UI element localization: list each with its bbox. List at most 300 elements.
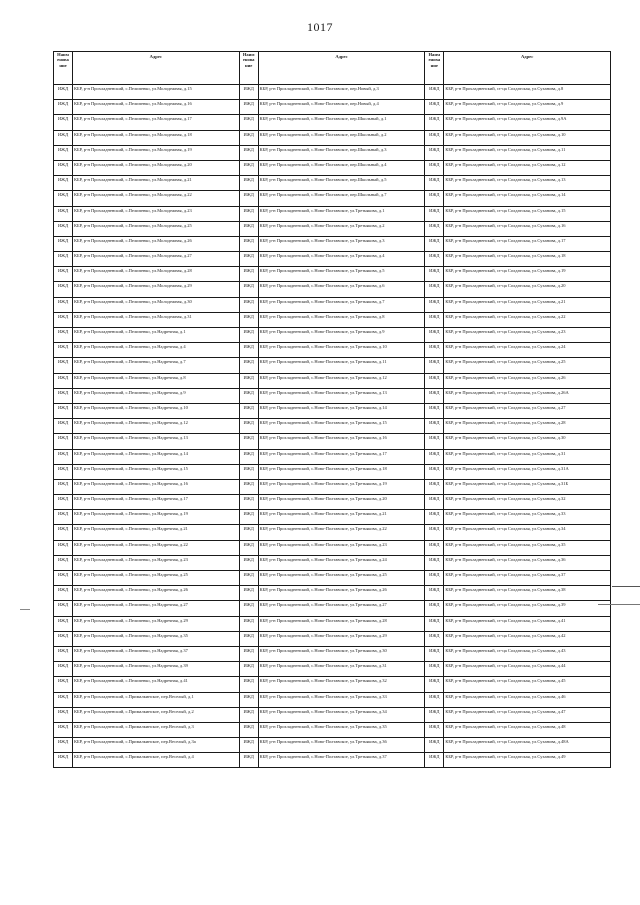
address-cell: КБР, р-н Прохладненский, с.Ново-Полтавское, ул.Третьякова, д.18 — [258, 464, 425, 479]
object-type-cell: ИЖД — [425, 692, 444, 707]
object-type-cell: ИЖД — [425, 236, 444, 251]
object-type-cell: ИЖД — [239, 555, 258, 570]
address-cell: КБР, р-н Прохладненский, ст-ца Солдатская, ул.Суханова, д.43 — [444, 646, 611, 661]
address-cell: КБР, р-н Прохладненский, ст-ца Солдатская, ул.Суханова, д.33 — [444, 510, 611, 525]
object-type-cell: ИЖД — [239, 100, 258, 115]
address-cell: КБР, р-н Прохладненский, с.Прималкинское, пер.Веселый, д.4 — [73, 753, 240, 768]
object-type-cell: ИЖД — [54, 540, 73, 555]
table-row — [54, 631, 611, 646]
address-cell: КБР, р-н Прохладненский, с.Пелипенко, ул.Молодежная, д.30 — [73, 297, 240, 312]
object-type-cell: ИЖД — [239, 388, 258, 403]
object-type-cell: ИЖД — [54, 479, 73, 494]
address-cell: КБР, р-н Прохладненский, с.Ново-Полтавское, пер.Школьный, д.2 — [258, 130, 425, 145]
object-type-cell: ИЖД — [425, 221, 444, 236]
object-type-cell: ИЖД — [239, 586, 258, 601]
object-type-cell: ИЖД — [54, 722, 73, 737]
address-cell: КБР, р-н Прохладненский, ст-ца Солдатская, ул.Суханова, д.25 — [444, 358, 611, 373]
object-type-cell: ИЖД — [239, 267, 258, 282]
address-cell: КБР, р-н Прохладненский, с.Пелипенко, ул.Надречная, д.10 — [73, 403, 240, 418]
scan-mark — [598, 604, 640, 605]
object-type-cell: ИЖД — [54, 495, 73, 510]
table-row — [54, 115, 611, 130]
object-type-cell: ИЖД — [54, 646, 73, 661]
object-type-cell: ИЖД — [239, 358, 258, 373]
address-cell: КБР, р-н Прохладненский, ст-ца Солдатская, ул.Суханова, д.24 — [444, 343, 611, 358]
address-cell: КБР, р-н Прохладненский, ст-ца Солдатская, ул.Суханова, д.26А — [444, 388, 611, 403]
address-cell: КБР, р-н Прохладненский, ст-ца Солдатская, ул.Суханова, д.31А — [444, 464, 611, 479]
object-type-cell: ИЖД — [54, 677, 73, 692]
object-type-cell: ИЖД — [239, 707, 258, 722]
address-cell: КБР, р-н Прохладненский, с.Пелипенко, ул.Надречная, д.9 — [73, 388, 240, 403]
address-cell: КБР, р-н Прохладненский, ст-ца Солдатская, ул.Суханова, д.13 — [444, 176, 611, 191]
object-type-cell: ИЖД — [54, 358, 73, 373]
page-number: 1017 — [307, 20, 333, 34]
address-cell: КБР, р-н Прохладненский, с.Ново-Полтавское, ул.Третьякова, д.6 — [258, 282, 425, 297]
table-row — [54, 358, 611, 373]
object-type-cell: ИЖД — [239, 631, 258, 646]
object-type-cell: ИЖД — [54, 403, 73, 418]
object-type-cell: ИЖД — [425, 571, 444, 586]
address-cell: КБР, р-н Прохладненский, ст-ца Солдатская, ул.Суханова, д.26 — [444, 373, 611, 388]
table-row — [54, 312, 611, 327]
address-cell: КБР, р-н Прохладненский, с.Пелипенко, ул.Молодежная, д.22 — [73, 191, 240, 206]
object-type-cell: ИЖД — [239, 282, 258, 297]
address-cell: КБР, р-н Прохладненский, с.Ново-Полтавское, ул.Третьякова, д.24 — [258, 555, 425, 570]
object-type-cell: ИЖД — [425, 282, 444, 297]
object-type-cell: ИЖД — [239, 252, 258, 267]
object-type-cell: ИЖД — [425, 176, 444, 191]
object-type-cell: ИЖД — [425, 343, 444, 358]
object-type-cell: ИЖД — [425, 373, 444, 388]
address-cell: КБР, р-н Прохладненский, с.Ново-Полтавское, ул.Третьякова, д.36 — [258, 738, 425, 753]
table-row — [54, 267, 611, 282]
scan-mark — [612, 586, 640, 587]
address-cell: КБР, р-н Прохладненский, с.Ново-Полтавское, ул.Третьякова, д.13 — [258, 388, 425, 403]
address-cell: КБР, р-н Прохладненский, с.Ново-Полтавское, ул.Третьякова, д.21 — [258, 510, 425, 525]
address-cell: КБР, р-н Прохладненский, с.Ново-Полтавское, пер.Школьный, д.7 — [258, 191, 425, 206]
address-cell: КБР, р-н Прохладненский, с.Ново-Полтавское, пер.Школьный, д.4 — [258, 160, 425, 175]
address-cell: КБР, р-н Прохладненский, с.Ново-Полтавское, ул.Третьякова, д.32 — [258, 677, 425, 692]
address-cell: КБР, р-н Прохладненский, с.Пелипенко, ул.Надречная, д.15 — [73, 464, 240, 479]
object-type-cell: ИЖД — [239, 206, 258, 221]
address-cell: КБР, р-н Прохладненский, с.Пелипенко, ул.Надречная, д.16 — [73, 479, 240, 494]
address-cell: КБР, р-н Прохладненский, с.Пелипенко, ул.Молодежная, д.28 — [73, 267, 240, 282]
table-row — [54, 160, 611, 175]
address-cell: КБР, р-н Прохладненский, ст-ца Солдатская, ул.Суханова, д.28 — [444, 419, 611, 434]
object-type-cell: ИЖД — [425, 403, 444, 418]
object-type-cell: ИЖД — [239, 191, 258, 206]
object-type-cell: ИЖД — [54, 388, 73, 403]
header-type-2: Наим енова ние — [239, 52, 258, 85]
address-cell: КБР, р-н Прохладненский, с.Пелипенко, ул.Надречная, д.17 — [73, 495, 240, 510]
address-cell: КБР, р-н Прохладненский, ст-ца Солдатская, ул.Суханова, д.8 — [444, 85, 611, 100]
address-cell: КБР, р-н Прохладненский, с.Ново-Полтавское, пер.Новый, д.3 — [258, 85, 425, 100]
object-type-cell: ИЖД — [239, 236, 258, 251]
object-type-cell: ИЖД — [54, 130, 73, 145]
object-type-cell: ИЖД — [54, 449, 73, 464]
object-type-cell: ИЖД — [425, 419, 444, 434]
table-row — [54, 707, 611, 722]
object-type-cell: ИЖД — [425, 722, 444, 737]
table-row — [54, 662, 611, 677]
address-cell: КБР, р-н Прохладненский, с.Ново-Полтавское, ул.Третьякова, д.35 — [258, 722, 425, 737]
address-cell: КБР, р-н Прохладненский, с.Прималкинское, пер.Веселый, д.3а — [73, 738, 240, 753]
scan-mark — [20, 609, 30, 610]
address-cell: КБР, р-н Прохладненский, с.Ново-Полтавское, ул.Третьякова, д.8 — [258, 312, 425, 327]
object-type-cell: ИЖД — [54, 176, 73, 191]
object-type-cell: ИЖД — [425, 388, 444, 403]
address-cell: КБР, р-н Прохладненский, с.Пелипенко, ул.Надречная, д.25 — [73, 571, 240, 586]
address-cell: КБР, р-н Прохладненский, с.Пелипенко, ул.Молодежная, д.25 — [73, 221, 240, 236]
object-type-cell: ИЖД — [54, 464, 73, 479]
table-row — [54, 252, 611, 267]
object-type-cell: ИЖД — [54, 707, 73, 722]
object-type-cell: ИЖД — [425, 753, 444, 768]
table-body — [54, 85, 611, 768]
table-row — [54, 540, 611, 555]
address-cell: КБР, р-н Прохладненский, ст-ца Солдатская, ул.Суханова, д.23 — [444, 328, 611, 343]
object-type-cell: ИЖД — [425, 297, 444, 312]
address-cell: КБР, р-н Прохладненский, ст-ца Солдатская, ул.Суханова, д.22 — [444, 312, 611, 327]
header-address-3: Адрес — [444, 52, 611, 85]
address-cell: КБР, р-н Прохладненский, с.Ново-Полтавское, ул.Третьякова, д.22 — [258, 525, 425, 540]
object-type-cell: ИЖД — [54, 206, 73, 221]
table-row — [54, 419, 611, 434]
object-type-cell: ИЖД — [54, 692, 73, 707]
table-row — [54, 221, 611, 236]
address-cell: КБР, р-н Прохладненский, ст-ца Солдатская, ул.Суханова, д.46 — [444, 692, 611, 707]
address-cell: КБР, р-н Прохладненский, ст-ца Солдатская, ул.Суханова, д.38 — [444, 586, 611, 601]
object-type-cell: ИЖД — [239, 677, 258, 692]
object-type-cell: ИЖД — [425, 252, 444, 267]
address-cell: КБР, р-н Прохладненский, с.Ново-Полтавское, ул.Третьякова, д.10 — [258, 343, 425, 358]
object-type-cell: ИЖД — [54, 236, 73, 251]
address-cell: КБР, р-н Прохладненский, с.Ново-Полтавское, ул.Третьякова, д.30 — [258, 646, 425, 661]
address-cell: КБР, р-н Прохладненский, ст-ца Солдатская, ул.Суханова, д.37 — [444, 571, 611, 586]
address-cell: КБР, р-н Прохладненский, с.Пелипенко, ул.Молодежная, д.19 — [73, 145, 240, 160]
object-type-cell: ИЖД — [425, 646, 444, 661]
object-type-cell: ИЖД — [425, 707, 444, 722]
object-type-cell: ИЖД — [54, 267, 73, 282]
table-row — [54, 176, 611, 191]
address-cell: КБР, р-н Прохладненский, с.Пелипенко, ул.Надречная, д.1 — [73, 328, 240, 343]
address-cell: КБР, р-н Прохладненский, ст-ца Солдатская, ул.Суханова, д.10 — [444, 130, 611, 145]
table-row — [54, 738, 611, 753]
object-type-cell: ИЖД — [425, 267, 444, 282]
table-row — [54, 616, 611, 631]
object-type-cell: ИЖД — [239, 510, 258, 525]
object-type-cell: ИЖД — [239, 616, 258, 631]
address-cell: КБР, р-н Прохладненский, с.Пелипенко, ул.Молодежная, д.17 — [73, 115, 240, 130]
object-type-cell: ИЖД — [425, 540, 444, 555]
address-cell: КБР, р-н Прохладненский, с.Ново-Полтавское, ул.Третьякова, д.11 — [258, 358, 425, 373]
address-cell: КБР, р-н Прохладненский, с.Пелипенко, ул.Надречная, д.27 — [73, 601, 240, 616]
object-type-cell: ИЖД — [425, 495, 444, 510]
address-cell: КБР, р-н Прохладненский, с.Ново-Полтавское, ул.Третьякова, д.3 — [258, 236, 425, 251]
address-cell: КБР, р-н Прохладненский, ст-ца Солдатская, ул.Суханова, д.16 — [444, 221, 611, 236]
object-type-cell: ИЖД — [54, 160, 73, 175]
address-cell: КБР, р-н Прохладненский, с.Ново-Полтавское, ул.Третьякова, д.9 — [258, 328, 425, 343]
table-row — [54, 236, 611, 251]
object-type-cell: ИЖД — [239, 540, 258, 555]
object-type-cell: ИЖД — [54, 434, 73, 449]
address-cell: КБР, р-н Прохладненский, ст-ца Солдатская, ул.Суханова, д.31Б — [444, 479, 611, 494]
address-cell: КБР, р-н Прохладненский, ст-ца Солдатская, ул.Суханова, д.17 — [444, 236, 611, 251]
table-row — [54, 328, 611, 343]
object-type-cell: ИЖД — [239, 328, 258, 343]
header-type-3: Наим енова ние — [425, 52, 444, 85]
object-type-cell: ИЖД — [54, 753, 73, 768]
address-cell: КБР, р-н Прохладненский, с.Ново-Полтавское, ул.Третьякова, д.7 — [258, 297, 425, 312]
object-type-cell: ИЖД — [425, 738, 444, 753]
address-cell: КБР, р-н Прохладненский, ст-ца Солдатская, ул.Суханова, д.12 — [444, 160, 611, 175]
table-row — [54, 373, 611, 388]
table-row — [54, 495, 611, 510]
table-row — [54, 479, 611, 494]
object-type-cell: ИЖД — [54, 343, 73, 358]
table-header-row — [54, 52, 611, 85]
address-cell: КБР, р-н Прохладненский, с.Пелипенко, ул.Надречная, д.14 — [73, 449, 240, 464]
object-type-cell: ИЖД — [54, 282, 73, 297]
object-type-cell: ИЖД — [54, 252, 73, 267]
object-type-cell: ИЖД — [239, 571, 258, 586]
table-row — [54, 692, 611, 707]
address-cell: КБР, р-н Прохладненский, ст-ца Солдатская, ул.Суханова, д.41 — [444, 616, 611, 631]
address-cell: КБР, р-н Прохладненский, с.Пелипенко, ул.Молодежная, д.23 — [73, 206, 240, 221]
address-cell: КБР, р-н Прохладненский, с.Пелипенко, ул.Надречная, д.41 — [73, 677, 240, 692]
object-type-cell: ИЖД — [239, 434, 258, 449]
address-cell: КБР, р-н Прохладненский, ст-ца Солдатская, ул.Суханова, д.9А — [444, 115, 611, 130]
address-cell: КБР, р-н Прохладненский, с.Ново-Полтавское, ул.Третьякова, д.16 — [258, 434, 425, 449]
address-cell: КБР, р-н Прохладненский, ст-ца Солдатская, ул.Суханова, д.32 — [444, 495, 611, 510]
table-row — [54, 100, 611, 115]
object-type-cell: ИЖД — [239, 722, 258, 737]
address-cell: КБР, р-н Прохладненский, с.Пелипенко, ул.Молодежная, д.16 — [73, 100, 240, 115]
object-type-cell: ИЖД — [54, 221, 73, 236]
address-cell: КБР, р-н Прохладненский, с.Ново-Полтавское, пер.Школьный, д.5 — [258, 176, 425, 191]
table-row — [54, 206, 611, 221]
object-type-cell: ИЖД — [239, 373, 258, 388]
object-type-cell: ИЖД — [239, 221, 258, 236]
object-type-cell: ИЖД — [239, 692, 258, 707]
address-cell: КБР, р-н Прохладненский, с.Пелипенко, ул.Надречная, д.13 — [73, 434, 240, 449]
object-type-cell: ИЖД — [239, 145, 258, 160]
address-cell: КБР, р-н Прохладненский, с.Пелипенко, ул.Надречная, д.12 — [73, 419, 240, 434]
address-cell: КБР, р-н Прохладненский, с.Прималкинское, пер.Веселый, д.2 — [73, 707, 240, 722]
object-type-cell: ИЖД — [425, 358, 444, 373]
address-cell: КБР, р-н Прохладненский, ст-ца Солдатская, ул.Суханова, д.49 — [444, 753, 611, 768]
object-type-cell: ИЖД — [239, 403, 258, 418]
address-cell: КБР, р-н Прохладненский, с.Пелипенко, ул.Молодежная, д.21 — [73, 176, 240, 191]
address-cell: КБР, р-н Прохладненский, ст-ца Солдатская, ул.Суханова, д.19 — [444, 267, 611, 282]
object-type-cell: ИЖД — [239, 495, 258, 510]
object-type-cell: ИЖД — [54, 738, 73, 753]
address-cell: КБР, р-н Прохладненский, с.Ново-Полтавское, ул.Третьякова, д.1 — [258, 206, 425, 221]
table-row — [54, 722, 611, 737]
address-cell: КБР, р-н Прохладненский, с.Ново-Полтавское, пер.Школьный, д.1 — [258, 115, 425, 130]
address-cell: КБР, р-н Прохладненский, ст-ца Солдатская, ул.Суханова, д.39 — [444, 601, 611, 616]
address-cell: КБР, р-н Прохладненский, с.Ново-Полтавское, ул.Третьякова, д.19 — [258, 479, 425, 494]
table-row — [54, 191, 611, 206]
table-row — [54, 525, 611, 540]
table-row — [54, 677, 611, 692]
object-type-cell: ИЖД — [425, 479, 444, 494]
object-type-cell: ИЖД — [54, 631, 73, 646]
object-type-cell: ИЖД — [425, 85, 444, 100]
address-cell: КБР, р-н Прохладненский, с.Ново-Полтавское, ул.Третьякова, д.5 — [258, 267, 425, 282]
table-row — [54, 646, 611, 661]
object-type-cell: ИЖД — [239, 449, 258, 464]
object-type-cell: ИЖД — [425, 145, 444, 160]
address-cell: КБР, р-н Прохладненский, ст-ца Солдатская, ул.Суханова, д.27 — [444, 403, 611, 418]
table-row — [54, 753, 611, 768]
object-type-cell: ИЖД — [239, 419, 258, 434]
address-cell: КБР, р-н Прохладненский, ст-ца Солдатская, ул.Суханова, д.35 — [444, 540, 611, 555]
object-type-cell: ИЖД — [239, 738, 258, 753]
table-row — [54, 282, 611, 297]
object-type-cell: ИЖД — [425, 662, 444, 677]
object-type-cell: ИЖД — [239, 753, 258, 768]
address-cell: КБР, р-н Прохладненский, с.Пелипенко, ул.Надречная, д.29 — [73, 616, 240, 631]
address-cell: КБР, р-н Прохладненский, с.Пелипенко, ул.Молодежная, д.15 — [73, 85, 240, 100]
address-cell: КБР, р-н Прохладненский, с.Ново-Полтавское, ул.Третьякова, д.29 — [258, 631, 425, 646]
address-cell: КБР, р-н Прохладненский, с.Ново-Полтавское, ул.Третьякова, д.33 — [258, 692, 425, 707]
object-type-cell: ИЖД — [54, 616, 73, 631]
object-type-cell: ИЖД — [54, 328, 73, 343]
address-cell: КБР, р-н Прохладненский, с.Ново-Полтавское, ул.Третьякова, д.2 — [258, 221, 425, 236]
object-type-cell: ИЖД — [425, 206, 444, 221]
table-row — [54, 601, 611, 616]
address-cell: КБР, р-н Прохладненский, ст-ца Солдатская, ул.Суханова, д.42 — [444, 631, 611, 646]
address-cell: КБР, р-н Прохладненский, с.Ново-Полтавское, ул.Третьякова, д.17 — [258, 449, 425, 464]
address-cell: КБР, р-н Прохладненский, ст-ца Солдатская, ул.Суханова, д.9 — [444, 100, 611, 115]
address-cell: КБР, р-н Прохладненский, с.Прималкинское, пер.Веселый, д.1 — [73, 692, 240, 707]
table-row — [54, 297, 611, 312]
object-type-cell: ИЖД — [239, 479, 258, 494]
address-cell: КБР, р-н Прохладненский, с.Пелипенко, ул.Надречная, д.4 — [73, 343, 240, 358]
address-cell: КБР, р-н Прохладненский, с.Ново-Полтавское, ул.Третьякова, д.28 — [258, 616, 425, 631]
address-cell: КБР, р-н Прохладненский, с.Прималкинское, пер.Веселый, д.3 — [73, 722, 240, 737]
table-row — [54, 403, 611, 418]
address-cell: КБР, р-н Прохладненский, ст-ца Солдатская, ул.Суханова, д.45 — [444, 677, 611, 692]
address-cell: КБР, р-н Прохладненский, с.Пелипенко, ул.Молодежная, д.18 — [73, 130, 240, 145]
table-row — [54, 130, 611, 145]
address-cell: КБР, р-н Прохладненский, с.Ново-Полтавское, ул.Третьякова, д.27 — [258, 601, 425, 616]
address-cell: КБР, р-н Прохладненский, с.Пелипенко, ул.Молодежная, д.31 — [73, 312, 240, 327]
table-row — [54, 510, 611, 525]
table-row — [54, 571, 611, 586]
address-cell: КБР, р-н Прохладненский, с.Ново-Полтавское, пер.Школьный, д.3 — [258, 145, 425, 160]
address-cell: КБР, р-н Прохладненский, с.Ново-Полтавское, ул.Третьякова, д.4 — [258, 252, 425, 267]
object-type-cell: ИЖД — [54, 373, 73, 388]
object-type-cell: ИЖД — [425, 616, 444, 631]
address-cell: КБР, р-н Прохладненский, с.Ново-Полтавское, ул.Третьякова, д.20 — [258, 495, 425, 510]
address-cell: КБР, р-н Прохладненский, с.Ново-Полтавское, ул.Третьякова, д.26 — [258, 586, 425, 601]
address-register-table — [53, 51, 611, 768]
address-cell: КБР, р-н Прохладненский, с.Пелипенко, ул.Надречная, д.19 — [73, 510, 240, 525]
address-cell: КБР, р-н Прохладненский, с.Ново-Полтавское, ул.Третьякова, д.14 — [258, 403, 425, 418]
address-cell: КБР, р-н Прохладненский, ст-ца Солдатская, ул.Суханова, д.36 — [444, 555, 611, 570]
address-cell: КБР, р-н Прохладненский, с.Ново-Полтавское, ул.Третьякова, д.37 — [258, 753, 425, 768]
address-cell: КБР, р-н Прохладненский, с.Ново-Полтавское, ул.Третьякова, д.34 — [258, 707, 425, 722]
address-cell: КБР, р-н Прохладненский, с.Пелипенко, ул.Надречная, д.8 — [73, 373, 240, 388]
object-type-cell: ИЖД — [425, 677, 444, 692]
object-type-cell: ИЖД — [425, 434, 444, 449]
header-address-1: Адрес — [73, 52, 240, 85]
address-cell: КБР, р-н Прохладненский, ст-ца Солдатская, ул.Суханова, д.31 — [444, 449, 611, 464]
table-row — [54, 343, 611, 358]
address-cell: КБР, р-н Прохладненский, с.Ново-Полтавское, ул.Третьякова, д.23 — [258, 540, 425, 555]
address-cell: КБР, р-н Прохладненский, с.Пелипенко, ул.Надречная, д.21 — [73, 525, 240, 540]
object-type-cell: ИЖД — [239, 297, 258, 312]
address-cell: КБР, р-н Прохладненский, с.Пелипенко, ул.Надречная, д.22 — [73, 540, 240, 555]
address-cell: КБР, р-н Прохладненский, с.Пелипенко, ул.Надречная, д.35 — [73, 631, 240, 646]
table-row — [54, 555, 611, 570]
object-type-cell: ИЖД — [54, 115, 73, 130]
object-type-cell: ИЖД — [425, 631, 444, 646]
address-cell: КБР, р-н Прохладненский, ст-ца Солдатская, ул.Суханова, д.48А — [444, 738, 611, 753]
object-type-cell: ИЖД — [425, 449, 444, 464]
address-cell: КБР, р-н Прохладненский, с.Ново-Полтавское, ул.Третьякова, д.12 — [258, 373, 425, 388]
object-type-cell: ИЖД — [239, 343, 258, 358]
object-type-cell: ИЖД — [54, 419, 73, 434]
object-type-cell: ИЖД — [425, 100, 444, 115]
object-type-cell: ИЖД — [54, 571, 73, 586]
address-cell: КБР, р-н Прохладненский, с.Пелипенко, ул.Молодежная, д.26 — [73, 236, 240, 251]
table-row — [54, 464, 611, 479]
object-type-cell: ИЖД — [54, 510, 73, 525]
object-type-cell: ИЖД — [425, 525, 444, 540]
address-cell: КБР, р-н Прохладненский, с.Ново-Полтавское, ул.Третьякова, д.15 — [258, 419, 425, 434]
table-row — [54, 586, 611, 601]
address-cell: КБР, р-н Прохладненский, ст-ца Солдатская, ул.Суханова, д.47 — [444, 707, 611, 722]
address-cell: КБР, р-н Прохладненский, с.Ново-Полтавское, пер.Новый, д.4 — [258, 100, 425, 115]
object-type-cell: ИЖД — [54, 586, 73, 601]
object-type-cell: ИЖД — [54, 525, 73, 540]
object-type-cell: ИЖД — [239, 662, 258, 677]
object-type-cell: ИЖД — [54, 312, 73, 327]
object-type-cell: ИЖД — [239, 525, 258, 540]
address-cell: КБР, р-н Прохладненский, с.Пелипенко, ул.Надречная, д.39 — [73, 662, 240, 677]
address-cell: КБР, р-н Прохладненский, с.Ново-Полтавское, ул.Третьякова, д.25 — [258, 571, 425, 586]
object-type-cell: ИЖД — [54, 297, 73, 312]
table-row — [54, 85, 611, 100]
address-cell: КБР, р-н Прохладненский, с.Ново-Полтавское, ул.Третьякова, д.31 — [258, 662, 425, 677]
object-type-cell: ИЖД — [239, 312, 258, 327]
object-type-cell: ИЖД — [239, 85, 258, 100]
address-cell: КБР, р-н Прохладненский, ст-ца Солдатская, ул.Суханова, д.18 — [444, 252, 611, 267]
address-cell: КБР, р-н Прохладненский, ст-ца Солдатская, ул.Суханова, д.20 — [444, 282, 611, 297]
object-type-cell: ИЖД — [239, 646, 258, 661]
object-type-cell: ИЖД — [54, 601, 73, 616]
object-type-cell: ИЖД — [239, 464, 258, 479]
object-type-cell: ИЖД — [425, 328, 444, 343]
object-type-cell: ИЖД — [425, 312, 444, 327]
object-type-cell: ИЖД — [239, 176, 258, 191]
address-cell: КБР, р-н Прохладненский, с.Пелипенко, ул.Молодежная, д.29 — [73, 282, 240, 297]
object-type-cell: ИЖД — [425, 130, 444, 145]
object-type-cell: ИЖД — [425, 555, 444, 570]
address-cell: КБР, р-н Прохладненский, ст-ца Солдатская, ул.Суханова, д.11 — [444, 145, 611, 160]
address-cell: КБР, р-н Прохладненский, ст-ца Солдатская, ул.Суханова, д.48 — [444, 722, 611, 737]
address-cell: КБР, р-н Прохладненский, с.Пелипенко, ул.Надречная, д.26 — [73, 586, 240, 601]
object-type-cell: ИЖД — [239, 115, 258, 130]
table-row — [54, 388, 611, 403]
object-type-cell: ИЖД — [425, 510, 444, 525]
header-type-1: Наим енова ние — [54, 52, 73, 85]
address-cell: КБР, р-н Прохладненский, ст-ца Солдатская, ул.Суханова, д.15 — [444, 206, 611, 221]
object-type-cell: ИЖД — [239, 160, 258, 175]
